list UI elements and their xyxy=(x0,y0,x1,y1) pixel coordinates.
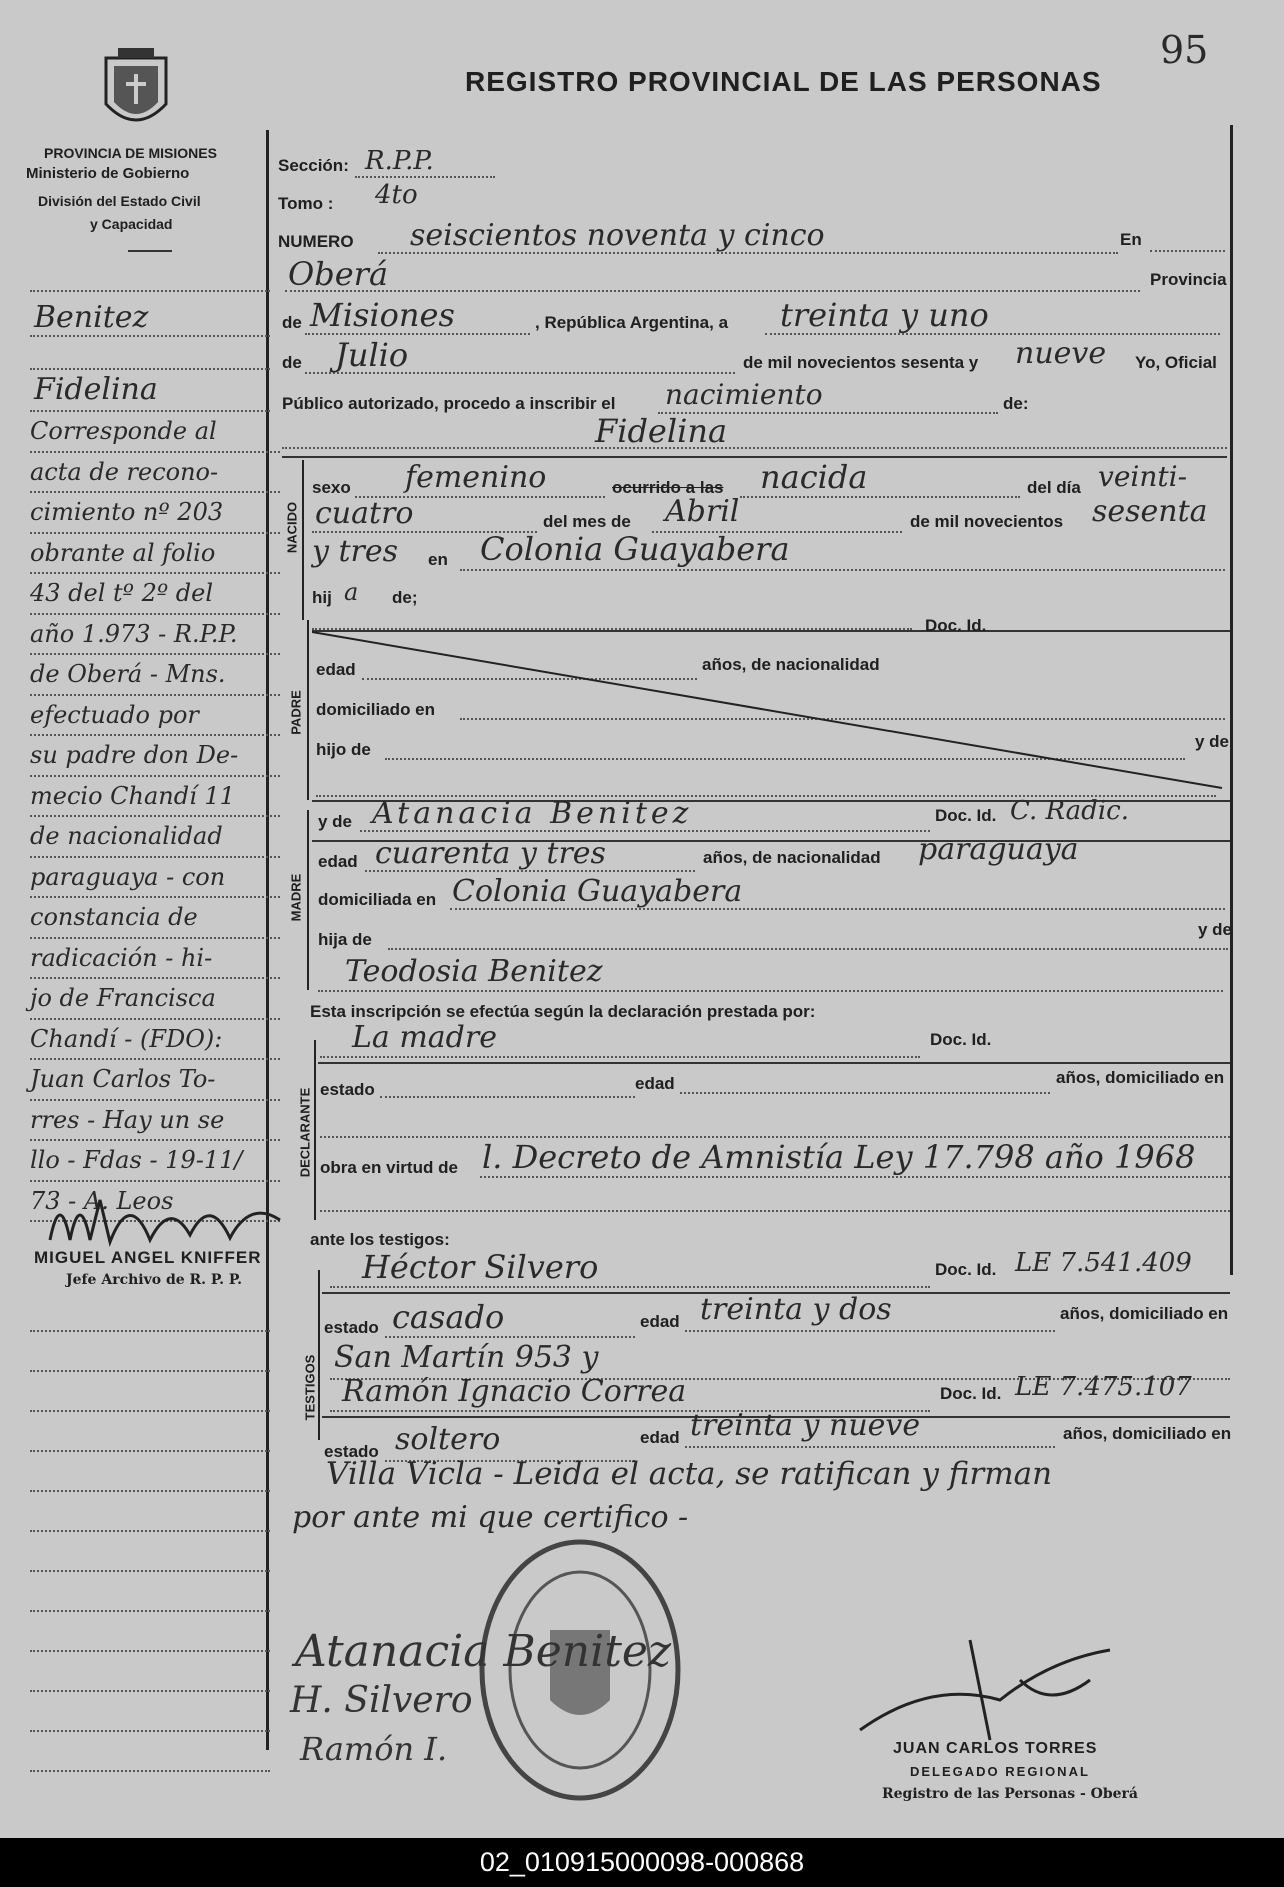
testigo1-anos-label: años, domiciliado en xyxy=(1060,1304,1229,1323)
margin-note-line: de Oberá - Mns. xyxy=(30,655,280,696)
testigo1-doc-label: Doc. Id. xyxy=(935,1260,997,1279)
del-dia-label: del día xyxy=(1027,478,1081,497)
hij-suffix: a xyxy=(344,578,359,606)
dia-nac-1: veinti- xyxy=(1098,460,1188,493)
lugar-value: Oberá xyxy=(288,255,389,293)
ocurrido-label: ocurrido a las xyxy=(612,478,724,497)
margin-note xyxy=(30,412,280,1222)
declaracion-label: Esta inscripción se efectúa según la declaración prestada por: xyxy=(310,1002,816,1021)
margin-line xyxy=(30,335,270,337)
provincia-label: Provincia xyxy=(1150,270,1227,289)
margin-line xyxy=(30,368,270,370)
declarante-anos-label: años, domiciliado en xyxy=(1056,1068,1225,1087)
obra-line-2 xyxy=(320,1210,1230,1212)
testigos-label: TESTIGOS xyxy=(302,1354,318,1421)
document-id-footer: 02_010915000098-000868 xyxy=(0,1838,1284,1887)
lugar-nac-value: Colonia Guayabera xyxy=(480,530,790,568)
dia-value: treinta y uno xyxy=(780,296,989,334)
margin-note-line: cimiento nº 203 xyxy=(30,493,280,534)
coat-of-arms-icon xyxy=(96,44,176,140)
ministry-label: Ministerio de Gobierno xyxy=(26,165,190,182)
margin-note-line: de nacionalidad xyxy=(30,817,280,858)
madre-domicilio-value: Colonia Guayabera xyxy=(452,874,743,909)
lugar-line xyxy=(285,290,1140,292)
margin-note-line: Corresponde al xyxy=(30,412,280,453)
margin-line xyxy=(30,1450,270,1452)
margin-line xyxy=(30,290,270,292)
archivist-signature xyxy=(40,1180,290,1270)
lugar-nac-line xyxy=(460,569,1225,571)
inscripto-value: Fidelina xyxy=(595,412,728,450)
tomo-value: 4to xyxy=(375,180,418,210)
hij-de-label: de; xyxy=(392,588,418,607)
closing-line-2: por ante mi que certifico - xyxy=(292,1500,689,1535)
header-divider xyxy=(128,250,172,252)
en-label-2: en xyxy=(428,550,448,569)
tomo-label: Tomo : xyxy=(278,194,334,213)
margin-line xyxy=(30,1690,270,1692)
margin-note-line: su padre don De- xyxy=(30,736,280,777)
mes-value: Julio xyxy=(335,336,409,374)
margin-line xyxy=(30,1410,270,1412)
declarante-edad-label: edad xyxy=(635,1074,675,1093)
madre-y-de-label: y de xyxy=(1198,920,1233,939)
page-number: 95 xyxy=(1160,28,1209,72)
republica-label: , República Argentina, a xyxy=(535,313,729,332)
nacido-label: NACIDO xyxy=(284,501,300,554)
nacida-value: nacida xyxy=(760,458,868,496)
testigo1-estado-label: estado xyxy=(324,1318,379,1337)
margin-note-line: jo de Francisca xyxy=(30,979,280,1020)
mes-nac-value: Abril xyxy=(665,494,740,529)
margin-note-line: rres - Hay un se xyxy=(30,1101,280,1142)
testigo2-estado-label: estado xyxy=(324,1442,379,1461)
padre-edad-label: edad xyxy=(316,660,356,679)
padre-label: PADRE xyxy=(288,690,304,735)
declarante-divider xyxy=(318,1062,1230,1064)
signature-mother: Atanacia Benitez xyxy=(295,1626,672,1677)
testigo2-doc-value: LE 7.475.107 xyxy=(1015,1372,1192,1402)
anio-nac-2: y tres xyxy=(312,534,399,569)
division-label-1: División del Estado Civil xyxy=(38,193,201,209)
madre-hija-line xyxy=(388,948,1228,950)
anio-value: nueve xyxy=(1015,336,1107,371)
testigo1-estado-line xyxy=(385,1336,635,1338)
margin-note-line: Chandí - (FDO): xyxy=(30,1020,280,1061)
official-registry: Registro de las Personas - Oberá xyxy=(882,1786,1138,1802)
acto-value: nacimiento xyxy=(665,378,823,411)
margin-note-line: obrante al folio xyxy=(30,534,280,575)
margin-line xyxy=(30,1330,270,1332)
declarante-estado-label: estado xyxy=(320,1080,375,1099)
testigo1-domicilio-value: San Martín 953 y xyxy=(334,1340,599,1375)
margin-line xyxy=(30,1530,270,1532)
signature-witness-2: Ramón I. xyxy=(300,1730,448,1768)
en-label: En xyxy=(1120,230,1142,249)
declarante-rule xyxy=(314,1040,316,1220)
padre-y-de-label: y de xyxy=(1195,732,1230,751)
madre-nac-label: años, de nacionalidad xyxy=(703,848,881,867)
margin-surname: Benitez xyxy=(34,300,149,335)
de-mil-novecientos-label: de mil novecientos xyxy=(910,512,1064,531)
yo-oficial-label: Yo, Oficial xyxy=(1135,353,1217,372)
margin-note-line: constancia de xyxy=(30,898,280,939)
declarante-doc-label: Doc. Id. xyxy=(930,1030,992,1049)
archivist-stamp-title: Jefe Archivo de R. P. P. xyxy=(66,1272,242,1288)
margin-line xyxy=(30,1490,270,1492)
anio-nac-1: sesenta xyxy=(1092,494,1208,529)
madre-rule xyxy=(307,810,309,990)
obra-line xyxy=(480,1176,1230,1178)
margin-note-line: Juan Carlos To- xyxy=(30,1060,280,1101)
nacido-rule xyxy=(302,460,304,620)
padre-doc-label: Doc. Id. xyxy=(925,616,987,635)
testigo2-doc-label: Doc. Id. xyxy=(940,1384,1002,1403)
official-name: JUAN CARLOS TORRES xyxy=(893,1740,1098,1757)
margin-note-line: mecio Chandí 11 xyxy=(30,777,280,818)
dia-nac-2: cuatro xyxy=(315,496,414,531)
sexo-value: femenino xyxy=(405,460,547,495)
testigo1-edad-line xyxy=(685,1330,1055,1332)
margin-note-line: 73 - A. Leos xyxy=(30,1182,280,1223)
testigo2-edad-line xyxy=(685,1446,1055,1448)
closing-line-1: Villa Vicla - Leida el acta, se ratifican y firman xyxy=(326,1456,1053,1492)
margin-note-line: llo - Fdas - 19-11/ xyxy=(30,1141,280,1182)
seccion-line xyxy=(355,176,495,178)
padre-hijo-label: hijo de xyxy=(316,740,371,759)
madre-edad-label: edad xyxy=(318,852,358,871)
margin-note-line: año 1.973 - R.P.P. xyxy=(30,615,280,656)
testigo1-value: Héctor Silvero xyxy=(362,1248,599,1286)
de-label-2: de xyxy=(282,353,302,372)
madre-label: MADRE xyxy=(288,873,304,922)
signature-witness-1: H. Silvero xyxy=(290,1680,473,1721)
margin-line xyxy=(30,1570,270,1572)
inscripto-line xyxy=(282,447,1227,449)
madre-doc-label: Doc. Id. xyxy=(935,806,997,825)
official-title: DELEGADO REGIONAL xyxy=(910,1764,1090,1779)
margin-name: Fidelina xyxy=(34,372,158,407)
madre-edad-value: cuarenta y tres xyxy=(375,836,606,871)
numero-label: NUMERO xyxy=(278,232,354,251)
official-signature xyxy=(850,1620,1130,1750)
obra-label: obra en virtud de xyxy=(320,1158,458,1177)
testigo1-edad-label: edad xyxy=(640,1312,680,1331)
testigo2-edad-label: edad xyxy=(640,1428,680,1447)
testigo2-edad-value: treinta y nueve xyxy=(690,1408,921,1443)
testigo1-line xyxy=(330,1286,930,1288)
declarante-line xyxy=(320,1056,920,1058)
margin-line xyxy=(30,1730,270,1732)
padre-strike-line xyxy=(312,630,1232,800)
numero-value: seiscientos noventa y cinco xyxy=(410,218,825,253)
padre-nac-label: años, de nacionalidad xyxy=(702,655,880,674)
archivist-stamp-name: MIGUEL ANGEL KNIFFER xyxy=(34,1248,262,1267)
publico-label: Público autorizado, procedo a inscribir el xyxy=(282,394,616,413)
declarante-edad-line xyxy=(680,1092,1050,1094)
madre-domicilio-label: domiciliada en xyxy=(318,890,437,909)
provincia-value: Misiones xyxy=(310,296,455,334)
margin-note-line: paraguaya - con xyxy=(30,858,280,899)
madre-nombre-value: Atanacia Benitez xyxy=(372,796,693,831)
division-label-2: y Capacidad xyxy=(90,216,173,232)
section-divider xyxy=(282,456,1227,458)
testigo1-estado-value: casado xyxy=(392,1298,505,1336)
margin-line xyxy=(30,1770,270,1772)
testigos-rule xyxy=(318,1270,320,1440)
testigo2-estado-value: soltero xyxy=(395,1422,501,1457)
testigos-intro-label: ante los testigos: xyxy=(310,1230,450,1249)
madre-madre-line xyxy=(318,990,1223,992)
padre-rule xyxy=(307,620,309,800)
obra-value: l. Decreto de Amnistía Ley 17.798 año 1968 xyxy=(482,1138,1196,1176)
testigo2-value: Ramón Ignacio Correa xyxy=(342,1374,687,1409)
de-label: de xyxy=(282,313,302,332)
madre-nac-value: paraguaya xyxy=(918,832,1079,867)
en-line xyxy=(1150,250,1225,252)
hij-label: hij xyxy=(312,588,332,607)
madre-madre-value: Teodosia Benitez xyxy=(345,954,603,989)
margin-note-line: efectuado por xyxy=(30,696,280,737)
seccion-label: Sección: xyxy=(278,156,349,175)
y-de-label: y de xyxy=(318,812,353,831)
de-colon-label: de: xyxy=(1003,394,1029,413)
testigo1-edad-value: treinta y dos xyxy=(700,1292,892,1327)
margin-line xyxy=(30,1610,270,1612)
margin-line xyxy=(30,1370,270,1372)
page-title: REGISTRO PROVINCIAL DE LAS PERSONAS xyxy=(465,66,1102,97)
padre-domicilio-label: domiciliado en xyxy=(316,700,436,719)
del-mes-label: del mes de xyxy=(543,512,631,531)
testigo1-doc-value: LE 7.541.409 xyxy=(1015,1248,1192,1278)
margin-line xyxy=(30,1650,270,1652)
margin-note-line: radicación - hi- xyxy=(30,939,280,980)
declarante-label: DECLARANTE xyxy=(297,1087,313,1178)
nacida-line xyxy=(740,496,1020,498)
margin-note-line: 43 del tº 2º del xyxy=(30,574,280,615)
declarante-estado-line xyxy=(380,1096,635,1098)
margin-note-line: acta de recono- xyxy=(30,453,280,494)
declarante-value: La madre xyxy=(352,1020,497,1055)
madre-doc-value: C. Radic. xyxy=(1010,796,1129,826)
de-mil-label: de mil novecientos sesenta y xyxy=(743,353,979,372)
madre-hija-label: hija de xyxy=(318,930,372,949)
testigo2-anos-label: años, domiciliado en xyxy=(1063,1424,1232,1443)
seccion-value: R.P.P. xyxy=(365,146,434,176)
sexo-label: sexo xyxy=(312,478,351,497)
province-label: PROVINCIA DE MISIONES xyxy=(44,145,217,161)
